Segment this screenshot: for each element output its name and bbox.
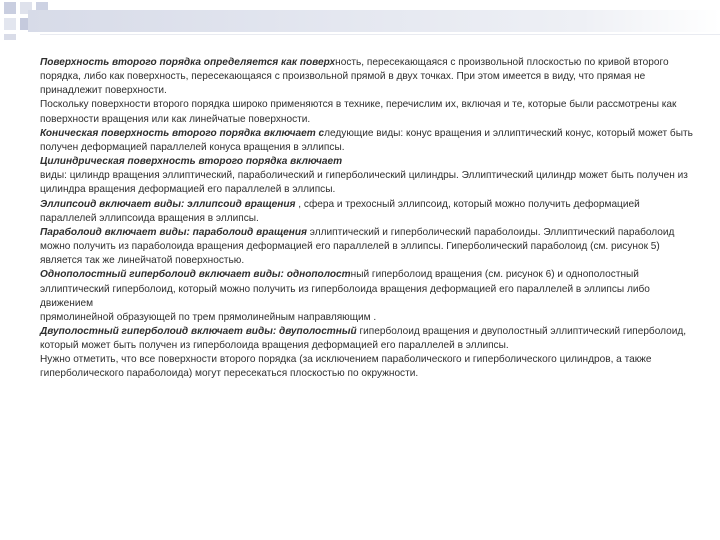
paragraph-text: эллиптический и гиперболический параболоиды. Эллиптический параболоид можно получить из параболоида вращения деформацией его параллелей в эллипсы. Гиперболический параболоид (см. рисунок 5) является так же линейчатой поверхностью.: [40, 226, 675, 267]
paragraph-text: Нужно отметить, что все поверхности второго порядка (за исключением параболического и гиперболического цилиндров, а также гиперболического параболоида) могут пересекаться плоскостью по окружности.: [40, 354, 652, 380]
paragraph-bold-lead: Поверхность второго порядка определяется как поверх: [40, 57, 336, 68]
paragraph-text: ность, пересекающаяся с произвольной плоскостью по кривой второго порядка, либо как поверхность, пересекающаяся с произвольной прямой в двух точках. При этом имеется в виду, что прямая не принадлежит поверхности.: [40, 57, 669, 97]
paragraph-bold-lead: Параболоид включает виды: параболоид вращения: [40, 226, 307, 238]
paragraph: [40, 127, 696, 155]
paragraph: [40, 198, 696, 226]
paragraph-text: прямолинейной образующей по трем прямолинейным направляющим .: [40, 311, 377, 323]
paragraph: [40, 155, 696, 169]
paragraph-bold-lead: Однополостный гиперболоид включает виды: однополост: [40, 269, 351, 281]
paragraph: [40, 226, 696, 268]
paragraph-text: гиперболоид вращения и двуполостный эллиптический гиперболоид, который может быть получен из гиперболоида вращения деформацией его параллелей в эллипсы.: [40, 325, 687, 352]
paragraph-text: ледующие виды: конус вращения и эллиптический конус, который может быть получен деформацией параллелей конуса вращения в эллипсы.: [40, 127, 693, 153]
paragraph: [40, 311, 696, 325]
header-band: [28, 10, 720, 32]
paragraph: [40, 353, 696, 381]
paragraph-text: , сфера и трехосный эллипсоид, который можно получить деформацией параллелей эллипсоида вращения в эллипсы.: [40, 198, 640, 224]
paragraph: [40, 325, 696, 353]
paragraph-bold-lead: Двуполостный гиперболоид включает виды: двуполостный: [40, 325, 357, 337]
paragraph: [40, 169, 696, 197]
header-divider: [40, 34, 720, 35]
paragraph: [40, 268, 696, 310]
paragraph-bold-lead: Коническая поверхность второго порядка включает с: [40, 127, 325, 139]
slide-header-decoration: [0, 0, 720, 40]
decor-square: [4, 34, 16, 40]
paragraph-text: виды: цилиндр вращения эллиптический, параболический и гиперболический цилиндры. Эллиптический цилиндр может быть получен из цилиндра вращения деформацией его параллелей в эллипсы.: [40, 170, 688, 196]
paragraph-text: ный гиперболоид вращения (см. рисунок 6) и однополостный эллиптический гиперболоид, который можно получить из гиперболоида вращения деформацией его параллелей в эллипсы либо движением: [40, 269, 650, 309]
paragraph-text: Поскольку поверхности второго порядка широко применяются в технике, перечислим их, включая и те, которые были рассмотрены как поверхности вращения или как линейчатые поверхности.: [40, 99, 677, 125]
decor-square: [4, 2, 16, 14]
paragraph-bold-lead: Цилиндрическая поверхность второго порядка включает: [40, 156, 343, 168]
paragraph: [40, 56, 696, 98]
paragraph: [40, 98, 696, 126]
paragraph-bold-lead: Эллипсоид включает виды: эллипсоид вращения: [40, 198, 296, 210]
document-body: [40, 56, 696, 382]
decor-square: [4, 18, 16, 30]
